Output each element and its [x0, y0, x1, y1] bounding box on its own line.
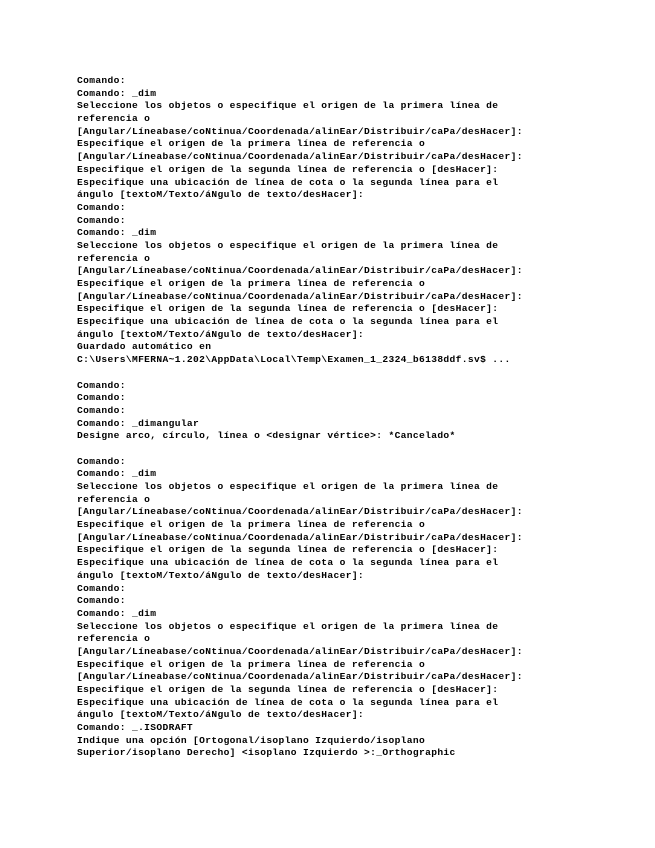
command-line: ángulo [textoM/Texto/áNgulo de texto/desHacer]: [77, 569, 365, 581]
command-line: Comando: [77, 379, 126, 391]
command-line: Designe arco, círculo, línea o <designar vértice>: *Cancelado* [77, 430, 456, 442]
command-line: Comando: _dimangular [77, 417, 200, 429]
command-line: Seleccione los objetos o especifique el origen de la primera línea de [77, 620, 499, 632]
command-line: referencia o [77, 633, 151, 645]
command-line: [Angular/Líneabase/coNtinua/Coordenada/alinEar/Distribuir/caPa/desHacer]: [77, 671, 523, 683]
command-history-log [77, 75, 647, 760]
command-line: [Angular/Líneabase/coNtinua/Coordenada/alinEar/Distribuir/caPa/desHacer]: [77, 290, 523, 302]
command-line: Especifique el origen de la primera línea de referencia o [77, 519, 426, 531]
command-line: Seleccione los objetos o especifique el origen de la primera línea de [77, 481, 499, 492]
command-line: Comando: [77, 455, 126, 467]
command-line: Comando: _dim [77, 227, 157, 239]
command-line: ángulo [textoM/Texto/áNgulo de texto/desHacer]: [77, 328, 365, 340]
command-line: Guardado automático en [77, 341, 212, 353]
command-line: Especifique el origen de la segunda línea de referencia o [desHacer]: [77, 303, 499, 315]
command-line: Especifique una ubicación de línea de cota o la segunda línea para el [77, 696, 499, 708]
command-line: Comando: [77, 201, 126, 213]
blank-line [77, 443, 647, 456]
command-line: Comando: _dim [77, 468, 157, 480]
command-line: Especifique el origen de la primera línea de referencia o [77, 138, 426, 150]
command-line: [Angular/Líneabase/coNtinua/Coordenada/alinEar/Distribuir/caPa/desHacer]: [77, 125, 523, 137]
command-line: ángulo [textoM/Texto/áNgulo de texto/desHacer]: [77, 709, 365, 721]
command-line: [Angular/Líneabase/coNtinua/Coordenada/alinEar/Distribuir/caPa/desHacer]: [77, 151, 523, 163]
command-line: Comando: _dim [77, 607, 157, 619]
command-line: ángulo [textoM/Texto/áNgulo de texto/desHacer]: [77, 189, 365, 201]
command-line: Especifique una ubicación de línea de cota o la segunda línea para el [77, 557, 499, 569]
command-line: Comando: _.ISODRAFT [77, 722, 194, 734]
command-line: Especifique el origen de la primera línea de referencia o [77, 278, 426, 289]
command-line: Especifique el origen de la primera línea de referencia o [77, 658, 426, 670]
command-line: Comando: [77, 404, 126, 416]
command-line: [Angular/Líneabase/coNtinua/Coordenada/alinEar/Distribuir/caPa/desHacer]: [77, 265, 523, 277]
command-line: Indique una opción [Ortogonal/isoplano Izquierdo/isoplano [77, 734, 426, 746]
command-line: Seleccione los objetos o especifique el origen de la primera línea de [77, 239, 499, 251]
command-line: [Angular/Líneabase/coNtinua/Coordenada/alinEar/Distribuir/caPa/desHacer]: [77, 645, 523, 657]
command-line: Comando: [77, 75, 126, 86]
command-line: Especifique el origen de la segunda línea de referencia o [desHacer]: [77, 163, 499, 175]
command-line: C:\Users\MFERNA~1.202\AppData\Local\Temp\Examen_1_2324_b6138ddf.sv$ ... [77, 354, 511, 366]
command-line: Especifique una ubicación de línea de cota o la segunda línea para el [77, 316, 499, 328]
command-line: [Angular/Líneabase/coNtinua/Coordenada/alinEar/Distribuir/caPa/desHacer]: [77, 531, 523, 543]
command-line: Seleccione los objetos o especifique el origen de la primera línea de [77, 100, 499, 112]
command-line: Especifique una ubicación de línea de cota o la segunda línea para el [77, 176, 499, 188]
command-line: Comando: [77, 214, 126, 226]
command-line: Comando: [77, 392, 126, 404]
command-line: Comando: [77, 595, 126, 607]
command-line: referencia o [77, 252, 151, 264]
command-line: Especifique el origen de la segunda línea de referencia o [desHacer]: [77, 684, 499, 695]
command-line: [Angular/Líneabase/coNtinua/Coordenada/alinEar/Distribuir/caPa/desHacer]: [77, 506, 523, 518]
command-line: Superior/isoplano Derecho] <isoplano Izquierdo >:_Orthographic [77, 747, 456, 759]
command-line: referencia o [77, 113, 151, 125]
command-line: Comando: [77, 582, 126, 594]
command-line: Comando: _dim [77, 87, 157, 99]
command-line: Especifique el origen de la segunda línea de referencia o [desHacer]: [77, 544, 499, 556]
command-line: referencia o [77, 493, 151, 505]
blank-line [77, 367, 647, 380]
